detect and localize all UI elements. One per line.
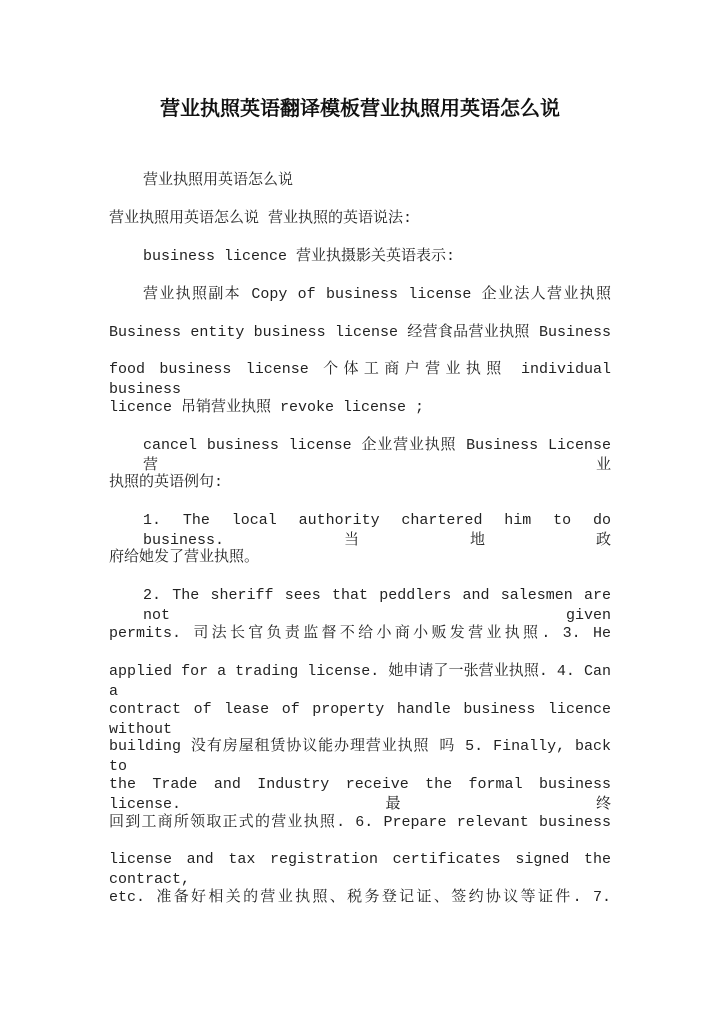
text-line: 营业执照副本 Copy of business license 企业法人营业执照 [143,286,611,303]
document-title: 营业执照英语翻译模板营业执照用英语怎么说 [160,96,560,120]
text-line: licence 吊销营业执照 revoke license ; [109,399,425,416]
text-line: license and tax registration certificates signed the contract, [109,851,611,888]
text-line: contract of lease of property handle business licence without [109,701,611,738]
text-line: the Trade and Industry receive the formal business license. 最终 [109,776,611,813]
text-line: 1. The local authority chartered him to do business. 当地政 [143,512,611,549]
text-line: 营业执照用英语怎么说 [143,172,294,189]
text-line: 回到工商所领取正式的营业执照. 6. Prepare relevant business [109,814,611,831]
text-line: 执照的英语例句: [109,474,224,491]
text-line: etc. 准备好相关的营业执照、税务登记证、签约协议等证件. 7. [109,889,611,906]
text-line: business licence 营业执摄影关英语表示: [143,248,456,265]
text-line: food business license 个体工商户营业执照 individual business [109,361,611,398]
text-line: 2. The sheriff sees that peddlers and salesmen are not given [143,587,611,624]
text-line: building 没有房屋租赁协议能办理营业执照 吗 5. Finally, back to [109,738,611,775]
text-line: 营业执照用英语怎么说 营业执照的英语说法: [109,210,413,227]
text-line: applied for a trading license. 她申请了一张营业执照. 4. Can a [109,663,611,700]
text-line: Business entity business license 经营食品营业执照 Business [109,324,611,341]
text-line: permits. 司法长官负责监督不给小商小贩发营业执照. 3. He [109,625,611,642]
text-line: cancel business license 企业营业执照 Business License 营业 [143,437,611,474]
text-line: 府给她发了营业执照。 [109,549,260,566]
